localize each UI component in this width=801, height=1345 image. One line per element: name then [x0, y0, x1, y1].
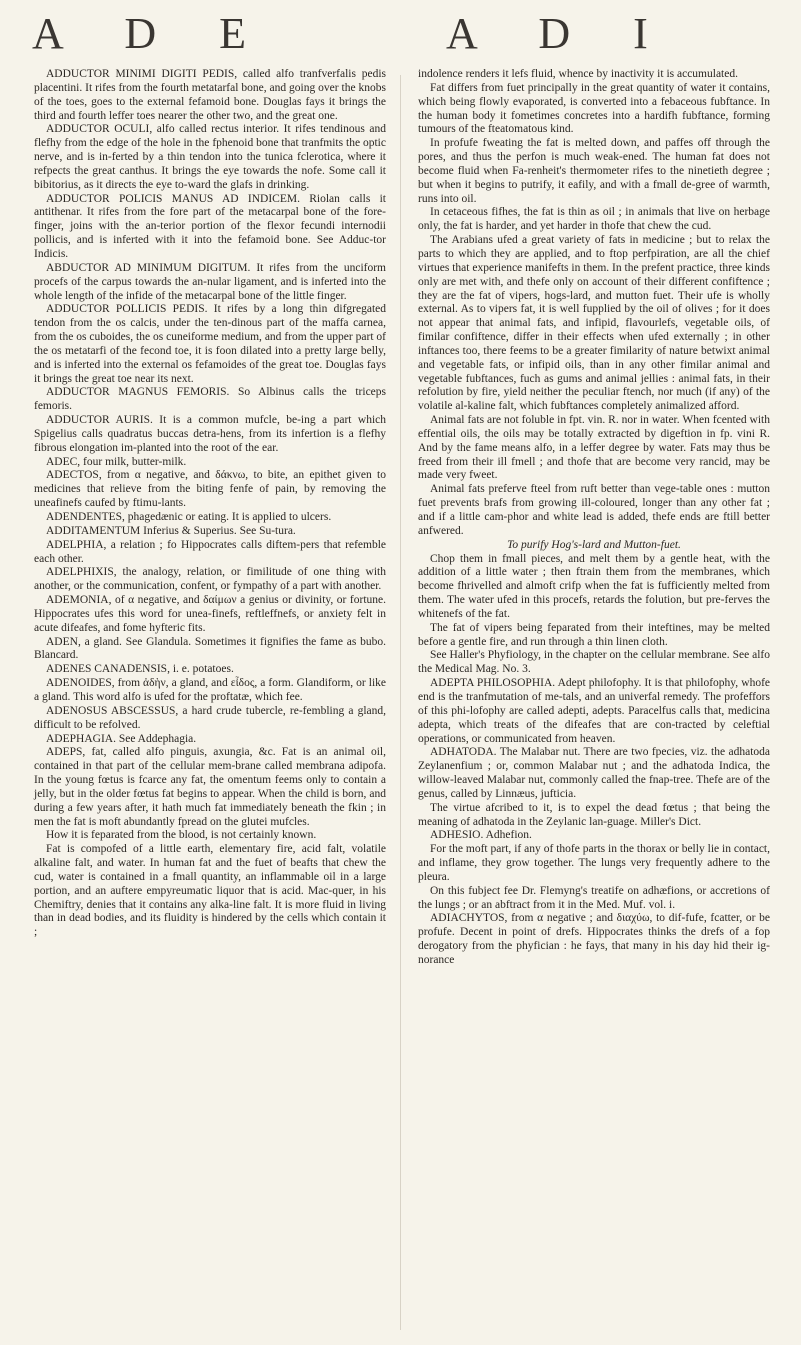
entry-adiachytos: ADIACHYTOS, from α negative ; and διαχύω, to dif-fufe, fcatter, or be profufe. Decent in point of drefs. Hippocrates thinks the drefs of a fop derogatory from the phyfician : he fays, that many in his day hid their ig-norance — [418, 912, 770, 966]
paragraph-vipers: The fat of vipers being feparated from their inteftines, may be melted before a gentle fire, and run through a thin linen cloth. — [418, 621, 770, 648]
paragraph-fat-vs-suet: Fat differs from fuet principally in the great quantity of water it contains, which being flowly evaporated, is converted into a febaceous fubftance. In the human body it fometimes concretes into a hardifh fubftance, forming tumours of the fteatomatous kind. — [418, 81, 770, 136]
entry-adductor-pollicis-pedis: ADDUCTOR POLLICIS PEDIS. It rifes by a long thin difgregated tendon from the os calcis, under the ten-dinous part of the maffa carnea, from the os cuboides, the os cuneiforme medium, and from the upper part of the os metatarfi of the fecond toe, it is foon dilated into a pretty large belly, and is inferted into the external os fefamoides of the great toe. Douglas fays it brings the great toe near its next. — [34, 303, 386, 385]
entry-adec: ADEC, four milk, butter-milk. — [46, 455, 187, 468]
page-header — [0, 8, 801, 60]
entry-adductor-auris: ADDUCTOR AURIS. It is a common mufcle, be-ing a part which Spigelius calls quadratus buccas detra-hens, from its infertion is a flefhy fibrous elongation im-planted into the root of the ear. — [34, 414, 386, 454]
left-column — [34, 68, 386, 940]
paragraph-chop: Chop them in fmall pieces, and melt them by a gentle heat, with the addition of a little water ; then ftrain them from the membranes, which become fhrivelled and almoft crifp when the fat is fufficiently melted from them. The water ufed in this procefs, retards the folution, but pre-ferves the whitenefs of the fat. — [418, 552, 770, 620]
entry-adductor-magnus-femoris: ADDUCTOR MAGNUS FEMORIS. So Albinus calls the triceps femoris. — [34, 386, 386, 413]
right-column — [418, 68, 770, 968]
entry-adectos: ADECTOS, from α negative, and δάκνω, to bite, an epithet given to medicines that relieve from the biting fenfe of pain, by removing the uneafinefs caufed by ftimu-lants. — [34, 469, 386, 510]
entry-additamentum: ADDITAMENTUM Inferius & Superius. See Su-tura. — [46, 524, 296, 537]
entry-adelphixis: ADELPHIXIS, the analogy, relation, or fimilitude of one thing with another, or the communication, confent, or fympathy of a part with another. — [34, 566, 386, 593]
entry-adepta-philosophia: ADEPTA PHILOSOPHIA. Adept philofophy. It is that philofophy, whofe end is the tranfmutation of me-tals, and an univerfal remedy. The profeffors of this phi-lofophy are called adepti, adepts. Paracelfus calls that, medicina adepta, which treats of the difeafes that are con-tracted by celeftial operations, or communicated from heaven. — [418, 677, 770, 745]
paragraph-arabians: The Arabians ufed a great variety of fats in medicine ; but to relax the parts to which they are applied, and to ftop perfpiration, are all the chief virtues that experience manifefts in them. In the prefent practice, three kinds only are met with, and thefe only on account of their different confiftence ; they are the fat of vipers, hogs-lard, and mutton fuet. Their ufe is wholly external. As to vipers fat, it is well fupplied by the oil of olives ; for it does not appear that animal fats, and infipid, flavourlefs, vegetable oils, of fimilar confiftence, differ in their effects when ufed externally ; in other inftances too, there feems to be a greater fimilarity of nature betwixt animal and vegetable fats, or infipid oils, than in any other fimilar animal and vegetable fubftances, fuch as gums and animal jellies : animal fats, in their refolution by fire, yield neither the peculiar ftench, nor much (if any) of the volatile al-kaline falt, which fubftances completely animalized afford. — [418, 234, 770, 413]
paragraph-adhatoda-virtue: The virtue afcribed to it, is to expel the dead fœtus ; that being the meaning of adhatoda in the Zeylanic lan-guage. Miller's Dict. — [418, 801, 770, 828]
entry-adductor-minimi-digiti-pedis: ADDUCTOR MINIMI DIGITI PEDIS, called alfo tranfverfalis pedis placentini. It rifes from the fourth metatarfal bone, and going over the knobs of the toes, goes to the external fefamoid bone. Douglas fays it brings the third and fourth leffer toes nearer the other two, and the great one. — [34, 68, 386, 122]
paragraph-fat-separation: How it is feparated from the blood, is not certainly known. — [46, 829, 317, 842]
left-running-head: A D E — [32, 9, 272, 58]
paragraph-flemyng: On this fubject fee Dr. Flemyng's treatife on adhæfions, or accretions of the lungs ; or an abftract from it in the Med. Muf. vol. i. — [418, 884, 770, 911]
entry-adenes-canadensis: ADENES CANADENSIS, i. e. potatoes. — [46, 663, 234, 676]
paragraph-continued: indolence renders it lefs fluid, whence by inactivity it is accumulated. — [418, 68, 738, 80]
entry-adephagia: ADEPHAGIA. See Addephagia. — [46, 732, 197, 745]
recipe-heading: To purify Hog's-lard and Mutton-fuet. — [507, 538, 681, 551]
paragraph-cetaceous: In cetaceous fifhes, the fat is thin as oil ; in animals that live on herbage only, the fat is harder, and yet harder in thofe that chew the cud. — [418, 206, 770, 233]
entry-aden: ADEN, a gland. See Glandula. Sometimes it fignifies the fame as bubo. Blancard. — [34, 635, 386, 662]
right-running-head: A D I — [446, 9, 674, 58]
entry-adductor-oculi: ADDUCTOR OCULI, alfo called rectus interior. It rifes tendinous and flefhy from the edge of the hole in the fphenoid bone that tranfmits the optic nerve, and is in-ferted by a thin tendon into the tunica fclerotica, where it refpects the great canthus. It brings the eye towards the nofe. Some call it bibitorius, as it directs the eye to-ward the glafs in drinking. — [34, 123, 386, 191]
paragraph-see-haller: See Haller's Phyfiology, in the chapter on the cellular membrane. See alfo the Medical Mag. No. 3. — [418, 649, 770, 676]
entry-abductor-ad-minimum-digitum: ABDUCTOR AD MINIMUM DIGITUM. It rifes from the unciform procefs of the carpus towards the an-nular ligament, and is inferted into the whole length of the infide of the metacarpal bone of the little finger. — [34, 261, 386, 302]
entry-adelphia: ADELPHIA, a relation ; fo Hippocrates calls diftem-pers that refemble each other. — [34, 538, 386, 565]
entry-adenosus-abscessus: ADENOSUS ABSCESSUS, a hard crude tubercle, re-fembling a gland, difficult to be refolved. — [34, 704, 386, 731]
entry-adenoides: ADENOIDES, from ἀδὴν, a gland, and εἶδος, a form. Glandiform, or like a gland. This word alfo is ufed for the proftatæ, which fee. — [34, 677, 386, 703]
paragraph-fat-composition: Fat is compofed of a little earth, elementary fire, acid falt, volatile alkaline falt, and water. In human fat and the fuet of beafts that chew the cud, water is contained in a fmall quantity, an inflammable oil in a large portion, and an auftere empyreumatic liquor that is acid. Mac-quer, in his Chemiftry, denies that it contains any alka-line falt. It is more fluid in living than in dead bodies, and its fluidity is hindered by the cells which contain it ; — [34, 843, 386, 939]
column-divider — [400, 75, 401, 1330]
entry-adhatoda: ADHATODA. The Malabar nut. There are two fpecies, viz. the adhatoda Zeylanenfium ; or, common Malabar nut ; and the adhatoda Indica, the willow-leaved Malabar nut, commonly called the fnap-tree. Thefe are of the genus, called by Linnæus, jufticia. — [418, 746, 770, 800]
paragraph-solubility: Animal fats are not foluble in fpt. vin. R. nor in water. When fcented with effential oils, the oils may be totally extracted by digeftion in fp. vini R. And by the fame means alfo, in a leffer degree by water. Fats may thus be freed from their ill fmell ; and thofe that are become very rancid, may be made very fweet. — [418, 414, 770, 482]
entry-adeps: ADEPS, fat, called alfo pinguis, axungia, &c. Fat is an animal oil, contained in that part of the cellular mem-brane called membrana adipofa. In the young fœtus is fcarce any fat, the omentum feems only to contain a jelly, but in the older fœtus fat begins to appear. When the child is born, and during a few years after, it hath much fat immediately beneath the fkin ; in men the fat is moft abundantly fpread on the glutei mufcles. — [34, 746, 386, 828]
paragraph-preserve-steel: Animal fats preferve fteel from ruft better than vege-table ones : mutton fuet prevents brafs from growing ill-coloured, longer than any other fat ; and if a little cam-phor and white lead is added, thefe ends are ftill better anfwered. — [418, 483, 770, 537]
paragraph-sweating: In profufe fweating the fat is melted down, and paffes off through the pores, and thus the perfon is much weak-ened. The human fat does not become fluid when Fa-renheit's thermometer rifes to the ninetieth degree ; but when it begins to putrify, it eafily, and with a fmall de-gree of warmth, runs into oil. — [418, 137, 770, 205]
entry-adhesio: ADHESIO. Adhefion. — [430, 829, 532, 842]
entry-adendentes: ADENDENTES, phagedænic or eating. It is applied to ulcers. — [46, 511, 332, 523]
entry-adductor-policis-manus: ADDUCTOR POLICIS MANUS AD INDICEM. Riolan calls it antithenar. It rifes from the fore part of the metacarpal bone of the fore-finger, joins with the an-terior portion of the flexor fecundi internodii pollicis, and is inferted with it into the fefamoid bone. See Adduc-tor Indicis. — [34, 192, 386, 260]
paragraph-adhesion-thorax: For the moft part, if any of thofe parts in the thorax or belly lie in contact, and inflame, they grow together. The lungs very frequently adhere to the pleura. — [418, 843, 770, 883]
entry-ademonia: ADEMONIA, of α negative, and δαίμων a genius or divinity, or fortune. Hippocrates ufes this word for unea-finefs, reftleffnefs, or anxiety felt in acute difeafes, and fome hyfteric fits. — [34, 594, 386, 634]
